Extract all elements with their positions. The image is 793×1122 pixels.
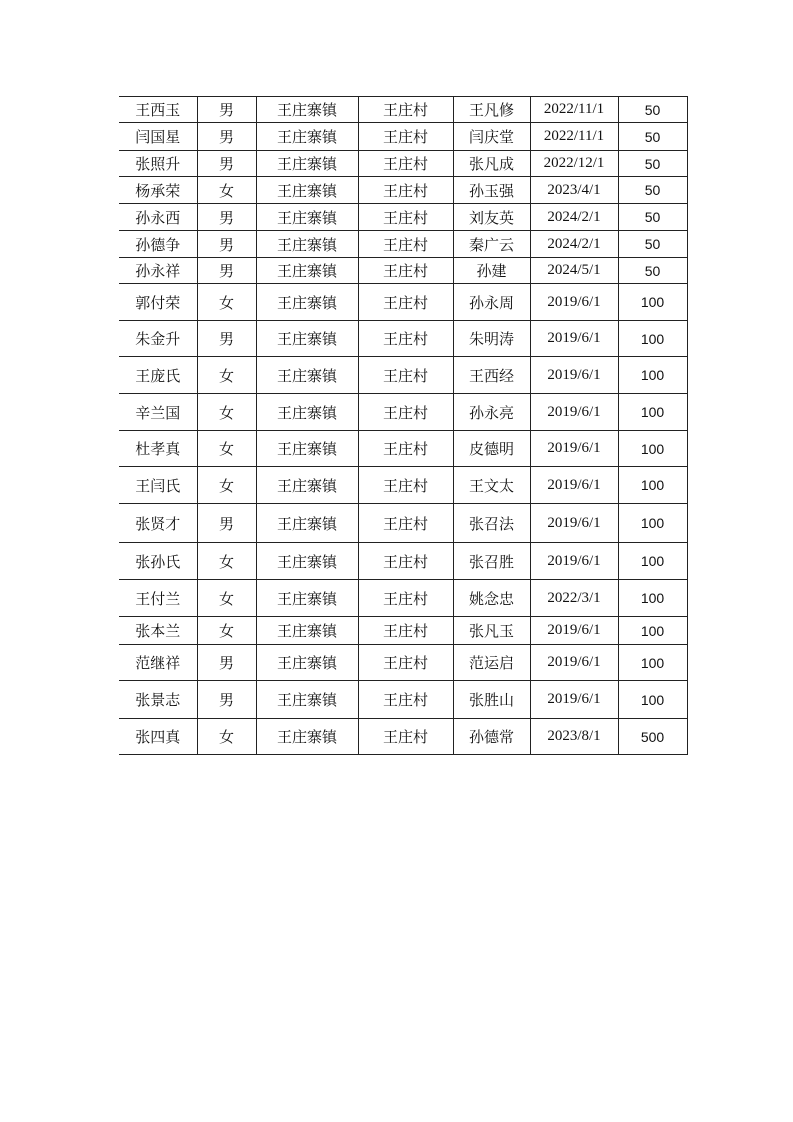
name-cell: 张景志: [119, 681, 197, 719]
amount-cell: 100: [618, 681, 687, 719]
table-row: [119, 204, 687, 231]
date-cell: 2022/11/1: [530, 123, 618, 151]
date-cell: 2024/5/1: [530, 258, 618, 284]
amount-cell: 100: [618, 357, 687, 394]
guardian-cell: 皮德明: [453, 431, 530, 467]
name-cell: 范继祥: [119, 645, 197, 681]
table-row: [119, 394, 687, 431]
table-row: [119, 719, 687, 755]
table-row: [119, 681, 687, 719]
date-cell: 2019/6/1: [530, 357, 618, 394]
name-cell: 杨承荣: [119, 177, 197, 204]
date-cell: 2022/3/1: [530, 580, 618, 617]
amount-cell: 100: [618, 284, 687, 321]
village-cell: 王庄村: [358, 681, 453, 719]
town-cell: 王庄寨镇: [256, 719, 358, 755]
gender-cell: 男: [197, 97, 256, 123]
guardian-cell: 朱明涛: [453, 321, 530, 357]
table-row: [119, 321, 687, 357]
guardian-cell: 孙建: [453, 258, 530, 284]
name-cell: 孙永西: [119, 204, 197, 231]
village-cell: 王庄村: [358, 645, 453, 681]
town-cell: 王庄寨镇: [256, 177, 358, 204]
table-row: [119, 645, 687, 681]
table-row: [119, 231, 687, 258]
village-cell: 王庄村: [358, 431, 453, 467]
village-cell: 王庄村: [358, 357, 453, 394]
amount-cell: 50: [618, 231, 687, 258]
date-cell: 2022/12/1: [530, 151, 618, 177]
date-cell: 2019/6/1: [530, 543, 618, 580]
guardian-cell: 张凡玉: [453, 617, 530, 645]
date-cell: 2024/2/1: [530, 231, 618, 258]
guardian-cell: 范运启: [453, 645, 530, 681]
name-cell: 王付兰: [119, 580, 197, 617]
date-cell: 2019/6/1: [530, 467, 618, 504]
date-cell: 2019/6/1: [530, 394, 618, 431]
amount-cell: 50: [618, 204, 687, 231]
name-cell: 郭付荣: [119, 284, 197, 321]
name-cell: 辛兰国: [119, 394, 197, 431]
amount-cell: 50: [618, 258, 687, 284]
amount-cell: 100: [618, 431, 687, 467]
town-cell: 王庄寨镇: [256, 357, 358, 394]
table-row: [119, 543, 687, 580]
town-cell: 王庄寨镇: [256, 123, 358, 151]
name-cell: 张孙氏: [119, 543, 197, 580]
guardian-cell: 王文太: [453, 467, 530, 504]
town-cell: 王庄寨镇: [256, 543, 358, 580]
town-cell: 王庄寨镇: [256, 504, 358, 543]
date-cell: 2019/6/1: [530, 645, 618, 681]
amount-cell: 50: [618, 97, 687, 123]
village-cell: 王庄村: [358, 504, 453, 543]
gender-cell: 男: [197, 504, 256, 543]
amount-cell: 100: [618, 394, 687, 431]
table-row: [119, 284, 687, 321]
name-cell: 张贤才: [119, 504, 197, 543]
guardian-cell: 孙永亮: [453, 394, 530, 431]
gender-cell: 女: [197, 177, 256, 204]
town-cell: 王庄寨镇: [256, 284, 358, 321]
name-cell: 孙德争: [119, 231, 197, 258]
guardian-cell: 孙德常: [453, 719, 530, 755]
table-row: [119, 580, 687, 617]
amount-cell: 100: [618, 645, 687, 681]
village-cell: 王庄村: [358, 97, 453, 123]
name-cell: 王西玉: [119, 97, 197, 123]
gender-cell: 女: [197, 719, 256, 755]
amount-cell: 100: [618, 321, 687, 357]
guardian-cell: 张凡成: [453, 151, 530, 177]
table-row: [119, 258, 687, 284]
date-cell: 2022/11/1: [530, 97, 618, 123]
village-cell: 王庄村: [358, 151, 453, 177]
town-cell: 王庄寨镇: [256, 681, 358, 719]
village-cell: 王庄村: [358, 231, 453, 258]
village-cell: 王庄村: [358, 284, 453, 321]
name-cell: 闫国星: [119, 123, 197, 151]
village-cell: 王庄村: [358, 177, 453, 204]
gender-cell: 男: [197, 151, 256, 177]
village-cell: 王庄村: [358, 204, 453, 231]
date-cell: 2024/2/1: [530, 204, 618, 231]
date-cell: 2019/6/1: [530, 284, 618, 321]
amount-cell: 100: [618, 617, 687, 645]
table-row: [119, 467, 687, 504]
village-cell: 王庄村: [358, 258, 453, 284]
name-cell: 孙永祥: [119, 258, 197, 284]
amount-cell: 50: [618, 123, 687, 151]
guardian-cell: 孙玉强: [453, 177, 530, 204]
date-cell: 2019/6/1: [530, 681, 618, 719]
village-cell: 王庄村: [358, 467, 453, 504]
date-cell: 2019/6/1: [530, 321, 618, 357]
name-cell: 张照升: [119, 151, 197, 177]
amount-cell: 100: [618, 504, 687, 543]
name-cell: 王庞氏: [119, 357, 197, 394]
name-cell: 张四真: [119, 719, 197, 755]
gender-cell: 男: [197, 231, 256, 258]
name-cell: 王闫氏: [119, 467, 197, 504]
guardian-cell: 王西经: [453, 357, 530, 394]
table-row: [119, 617, 687, 645]
date-cell: 2019/6/1: [530, 617, 618, 645]
name-cell: 朱金升: [119, 321, 197, 357]
name-cell: 杜孝真: [119, 431, 197, 467]
guardian-cell: 孙永周: [453, 284, 530, 321]
gender-cell: 女: [197, 467, 256, 504]
amount-cell: 500: [618, 719, 687, 755]
gender-cell: 女: [197, 284, 256, 321]
town-cell: 王庄寨镇: [256, 151, 358, 177]
gender-cell: 男: [197, 204, 256, 231]
table-row: [119, 177, 687, 204]
date-cell: 2023/8/1: [530, 719, 618, 755]
gender-cell: 女: [197, 580, 256, 617]
gender-cell: 女: [197, 394, 256, 431]
town-cell: 王庄寨镇: [256, 645, 358, 681]
village-cell: 王庄村: [358, 617, 453, 645]
town-cell: 王庄寨镇: [256, 321, 358, 357]
town-cell: 王庄寨镇: [256, 580, 358, 617]
town-cell: 王庄寨镇: [256, 231, 358, 258]
town-cell: 王庄寨镇: [256, 431, 358, 467]
amount-cell: 100: [618, 580, 687, 617]
table-row: [119, 357, 687, 394]
table-row: [119, 123, 687, 151]
gender-cell: 男: [197, 681, 256, 719]
gender-cell: 男: [197, 258, 256, 284]
gender-cell: 女: [197, 617, 256, 645]
table-row: [119, 504, 687, 543]
date-cell: 2023/4/1: [530, 177, 618, 204]
guardian-cell: 张胜山: [453, 681, 530, 719]
amount-cell: 100: [618, 543, 687, 580]
roster-body: [119, 97, 687, 755]
gender-cell: 男: [197, 123, 256, 151]
gender-cell: 女: [197, 357, 256, 394]
gender-cell: 女: [197, 431, 256, 467]
town-cell: 王庄寨镇: [256, 204, 358, 231]
date-cell: 2019/6/1: [530, 504, 618, 543]
name-cell: 张本兰: [119, 617, 197, 645]
town-cell: 王庄寨镇: [256, 97, 358, 123]
guardian-cell: 张召法: [453, 504, 530, 543]
guardian-cell: 姚念忠: [453, 580, 530, 617]
town-cell: 王庄寨镇: [256, 258, 358, 284]
table-row: [119, 151, 687, 177]
gender-cell: 女: [197, 543, 256, 580]
date-cell: 2019/6/1: [530, 431, 618, 467]
gender-cell: 男: [197, 645, 256, 681]
table-row: [119, 431, 687, 467]
village-cell: 王庄村: [358, 321, 453, 357]
amount-cell: 50: [618, 151, 687, 177]
table-row: [119, 97, 687, 123]
town-cell: 王庄寨镇: [256, 467, 358, 504]
guardian-cell: 刘友英: [453, 204, 530, 231]
amount-cell: 50: [618, 177, 687, 204]
guardian-cell: 闫庆堂: [453, 123, 530, 151]
guardian-cell: 王凡修: [453, 97, 530, 123]
town-cell: 王庄寨镇: [256, 394, 358, 431]
village-cell: 王庄村: [358, 394, 453, 431]
village-cell: 王庄村: [358, 580, 453, 617]
guardian-cell: 秦广云: [453, 231, 530, 258]
village-cell: 王庄村: [358, 123, 453, 151]
amount-cell: 100: [618, 467, 687, 504]
roster-table: [119, 96, 688, 755]
village-cell: 王庄村: [358, 543, 453, 580]
village-cell: 王庄村: [358, 719, 453, 755]
guardian-cell: 张召胜: [453, 543, 530, 580]
town-cell: 王庄寨镇: [256, 617, 358, 645]
gender-cell: 男: [197, 321, 256, 357]
